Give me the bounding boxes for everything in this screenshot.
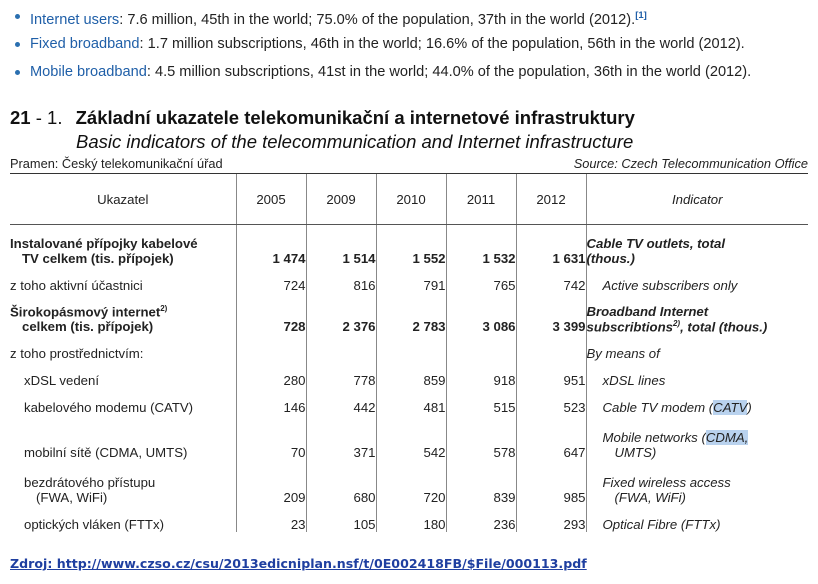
table-row (10, 225, 808, 267)
row-value: 523 (516, 388, 586, 415)
row-value: 578 (446, 415, 516, 460)
table-row (10, 388, 808, 415)
row-value: 2 783 (376, 293, 446, 334)
row-value: 542 (376, 415, 446, 460)
row-value: 742 (516, 266, 586, 293)
row-value: 105 (306, 505, 376, 532)
bullet-dot-icon (15, 14, 20, 19)
table-row (10, 415, 808, 460)
row-value: 724 (236, 266, 306, 293)
row-label-en: xDSL lines (586, 361, 808, 388)
row-value: 918 (446, 361, 516, 388)
bullet-list (14, 2, 818, 86)
bullet-fixed-broadband (14, 30, 818, 58)
row-label-cz: z toho aktivní účastnici (10, 278, 143, 293)
row-value: 2 376 (306, 293, 376, 334)
bullet-text: : 7.6 million, 45th in the world; 75.0% of the population, 37th in the world (2012). (119, 11, 636, 28)
header-indicator-cz: Ukazatel (10, 174, 236, 225)
row-label-en: Fixed wireless access (FWA, WiFi) (586, 460, 808, 505)
row-label-en: Broadband Internet subscribtions$^{2)}$, total (thous.) (586, 293, 808, 334)
row-value: 1 474 (236, 225, 306, 267)
row-value: 728 (236, 293, 306, 334)
row-value (236, 334, 306, 361)
table-number-dash: - (35, 107, 42, 128)
row-value: 23 (236, 505, 306, 532)
table-row (10, 266, 808, 293)
row-value: 816 (306, 266, 376, 293)
row-label-cz: bezdrátového přístupu (FWA, WiFi) (24, 475, 156, 505)
row-value: 680 (306, 460, 376, 505)
source-cz: Pramen: Český telekomunikační úřad (10, 156, 223, 171)
row-value: 839 (446, 460, 516, 505)
reference-link[interactable]: [1] (635, 10, 647, 21)
bullet-dot-icon (15, 42, 20, 47)
row-value: 280 (236, 361, 306, 388)
row-value: 1 631 (516, 225, 586, 267)
row-value: 1 514 (306, 225, 376, 267)
row-label-cz: mobilní sítě (CDMA, UMTS) (24, 445, 188, 460)
row-label-cz: Instalované přípojky kabelové TV celkem (tis. přípojek) (10, 236, 198, 266)
row-label-cz: Širokopásmový internet$^{2)}$ celkem (tis. přípojek) (10, 303, 168, 334)
table-row (10, 460, 808, 505)
header-year: 2005 (236, 174, 306, 225)
header-year: 2009 (306, 174, 376, 225)
row-value: 791 (376, 266, 446, 293)
row-label-cz: optických vláken (FTTx) (24, 517, 164, 532)
header-year: 2010 (376, 174, 446, 225)
table-title-cz-row (10, 106, 810, 130)
row-label-en: Active subscribers only (586, 266, 808, 293)
header-indicator-en: Indicator (586, 174, 808, 225)
row-value: 778 (306, 361, 376, 388)
row-value: 442 (306, 388, 376, 415)
row-label-cz: z toho prostřednictvím: (10, 346, 144, 361)
row-value: 720 (376, 460, 446, 505)
row-value: 1 532 (446, 225, 516, 267)
row-value: 70 (236, 415, 306, 460)
row-value: 236 (446, 505, 516, 532)
bullet-text: : 4.5 million subscriptions, 41st in the world; 44.0% of the population, 36th in the world (2012). (146, 64, 752, 80)
row-value: 765 (446, 266, 516, 293)
row-label-en: Cable TV outlets, total (thous.) (586, 225, 808, 267)
row-value: 985 (516, 460, 586, 505)
row-value: 371 (306, 415, 376, 460)
table-title-cz: Základní ukazatele telekomunikační a internetové infrastruktury (75, 107, 635, 128)
mobile-broadband-link[interactable]: Mobile broadband (30, 64, 147, 80)
row-value: 1 552 (376, 225, 446, 267)
row-value: 146 (236, 388, 306, 415)
row-value: 3 399 (516, 293, 586, 334)
table-heading (10, 106, 810, 154)
row-value (446, 334, 516, 361)
highlighted-text: CATV (713, 400, 748, 415)
row-value: 3 086 (446, 293, 516, 334)
row-label-en: Cable TV modem (CATV) (586, 388, 808, 415)
row-label-cz: kabelového modemu (CATV) (24, 400, 194, 415)
internet-users-link[interactable]: Internet users (30, 11, 120, 28)
table-row (10, 361, 808, 388)
bullet-internet-users (14, 2, 818, 30)
table-row (10, 505, 808, 532)
source-url-link[interactable]: Zdroj: http://www.czso.cz/csu/2013edicniplan.nsf/t/0E002418FB/$File/000113.pdf (10, 556, 587, 571)
source-line (10, 155, 808, 174)
row-value (376, 334, 446, 361)
bullet-dot-icon (15, 70, 20, 75)
row-value: 515 (446, 388, 516, 415)
table-row (10, 293, 808, 334)
row-label-cz: xDSL vedení (24, 373, 100, 388)
table-subnumber: 1. (47, 107, 63, 128)
row-value: 859 (376, 361, 446, 388)
row-value: 481 (376, 388, 446, 415)
indicators-table (10, 174, 808, 532)
row-label-en: Optical Fibre (FTTx) (586, 505, 808, 532)
row-value: 180 (376, 505, 446, 532)
table-row (10, 334, 808, 361)
table-title-en: Basic indicators of the telecommunication and Internet infrastructure (76, 131, 634, 152)
row-value (516, 334, 586, 361)
header-year: 2011 (446, 174, 516, 225)
row-label-en: By means of (586, 334, 808, 361)
row-value: 209 (236, 460, 306, 505)
row-value: 293 (516, 505, 586, 532)
table-number: 21 (10, 107, 31, 128)
bullet-mobile-broadband (14, 58, 818, 86)
row-value (306, 334, 376, 361)
table-header-row (10, 174, 808, 225)
fixed-broadband-link[interactable]: Fixed broadband (30, 36, 140, 52)
source-en: Source: Czech Telecommunication Office (573, 156, 808, 171)
row-value: 951 (516, 361, 586, 388)
row-label-en: Mobile networks (CDMA, UMTS) (586, 415, 808, 460)
header-year: 2012 (516, 174, 586, 225)
bullet-text: : 1.7 million subscriptions, 46th in the world; 16.6% of the population, 56th in the world (2012). (139, 36, 745, 52)
highlighted-text: CDMA, (705, 430, 749, 445)
row-value: 647 (516, 415, 586, 460)
